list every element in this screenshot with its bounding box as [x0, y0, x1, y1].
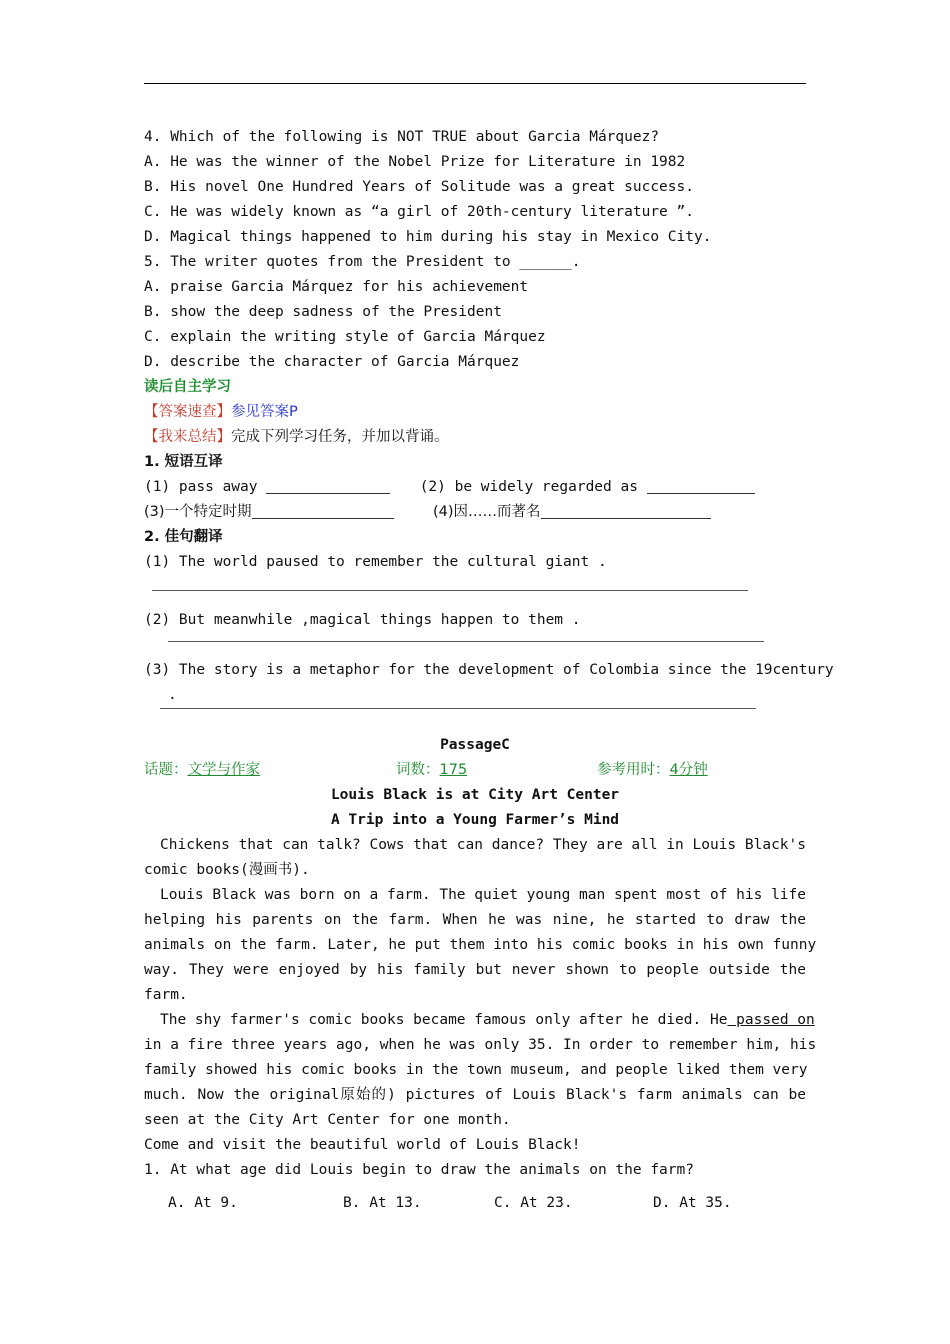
passage-question-1-option-d: D. At 35.: [653, 1195, 732, 1211]
sentence-3-continued: .: [168, 687, 177, 703]
phrase-4-label: (4)因……而著名: [433, 504, 541, 520]
passage-paragraph-2-line-5: farm.: [144, 987, 188, 1003]
question-5-option-a: A. praise Garcia Márquez for his achievement: [144, 279, 529, 295]
sentence-3: (3) The story is a metaphor for the development of Colombia since the 19century: [144, 662, 834, 678]
question-4-stem: 4. Which of the following is NOT TRUE about Garcia Márquez?: [144, 129, 660, 145]
sentence-1: (1) The world paused to remember the cultural giant .: [144, 554, 607, 570]
document-body: [144, 125, 834, 1216]
question-4-option-d: D. Magical things happened to him during his stay in Mexico City.: [144, 229, 712, 245]
passage-paragraph-1-line-1: Chickens that can talk? Cows that can dance? They are all in Louis Black's: [160, 837, 807, 853]
sentence-1-answer-line[interactable]: [152, 590, 748, 591]
reading-time: [597, 758, 708, 783]
sentence-2-answer-area: [144, 633, 806, 658]
summary-line: [144, 425, 806, 450]
reading-time-label: 参考用时：: [597, 762, 670, 778]
answer-lookup-tag: 【答案速查】: [144, 404, 231, 420]
phrase-1-label: (1) pass away: [144, 479, 258, 495]
passage-paragraph-3-line-1: [144, 1008, 815, 1033]
word-count-label: 词数：: [396, 762, 440, 778]
sentence-2-answer-line[interactable]: [168, 641, 764, 642]
passage-meta: [144, 758, 806, 783]
phrase-3-label: (3)一个特定时期: [144, 504, 252, 520]
question-5-stem: 5. The writer quotes from the President to ______.: [144, 254, 581, 270]
question-5-option-d: D. describe the character of Garcia Márquez: [144, 354, 520, 370]
phrase-2-label: (2) be widely regarded as: [419, 479, 638, 495]
paragraph-3-line-1-text: The shy farmer's comic books became famous only after he died. He: [160, 1012, 728, 1028]
summary-tag: 【我来总结】: [144, 429, 231, 445]
question-4-option-b: B. His novel One Hundred Years of Solitude was a great success.: [144, 179, 694, 195]
passage-heading-1: Louis Black is at City Art Center: [330, 787, 620, 803]
passage-title: PassageC: [440, 737, 510, 753]
passed-on-underlined: passed on: [727, 1012, 815, 1028]
passage-question-1-options: [144, 1191, 806, 1216]
passage-paragraph-2-line-4: way. They were enjoyed by his family but never shown to people outside the: [144, 962, 806, 978]
passage-question-1-option-b: B. At 13.: [343, 1195, 422, 1211]
topic-label: 话题：: [144, 762, 188, 778]
reading-time-value: 4分钟: [669, 762, 708, 778]
passage-paragraph-2-line-3: animals on the farm. Later, he put them into his comic books in his own funny: [144, 937, 817, 953]
question-4-option-a: A. He was the winner of the Nobel Prize for Literature in 1982: [144, 154, 686, 170]
passage-question-1-option-a: A. At 9.: [168, 1195, 238, 1211]
phrase-2-blank[interactable]: [647, 477, 755, 494]
phrase-row-2: [144, 500, 806, 525]
sentence-3-answer-area: [144, 708, 806, 733]
passage-paragraph-3-line-4: much. Now the original原始的) pictures of Louis Black's farm animals can be: [144, 1087, 806, 1103]
sentence-3-answer-line[interactable]: [160, 708, 756, 709]
passage-paragraph-3-line-3: family showed his comic books in the town museum, and people liked them very: [144, 1062, 808, 1078]
word-count: [396, 758, 467, 783]
topic-value: 文学与作家: [187, 762, 260, 778]
phrase-translation-heading: 1. 短语互译: [144, 454, 223, 470]
summary-text: 完成下列学习任务，并加以背诵。: [231, 429, 449, 445]
question-5-option-c: C. explain the writing style of Garcia Márquez: [144, 329, 546, 345]
sentence-translation-heading: 2. 佳句翻译: [144, 529, 223, 545]
passage-paragraph-1-line-2: comic books(漫画书).: [144, 862, 310, 878]
after-reading-heading: 读后自主学习: [144, 379, 231, 395]
answer-lookup-text: 参见答案P: [231, 404, 298, 420]
passage-closing: Come and visit the beautiful world of Louis Black!: [144, 1137, 581, 1153]
passage-paragraph-3-line-2: in a fire three years ago, when he was only 35. In order to remember him, his: [144, 1037, 817, 1053]
question-4-option-c: C. He was widely known as “a girl of 20th-century literature ”.: [144, 204, 694, 220]
passage-question-1-stem: 1. At what age did Louis begin to draw the animals on the farm?: [144, 1162, 694, 1178]
passage-paragraph-2-line-1: Louis Black was born on a farm. The quiet young man spent most of his life: [160, 887, 807, 903]
phrase-4-blank[interactable]: [541, 502, 711, 519]
phrase-1-blank[interactable]: [266, 477, 390, 494]
passage-paragraph-2-line-2: helping his parents on the farm. When he was nine, he started to draw the: [144, 912, 806, 928]
header-rule: [144, 83, 806, 84]
sentence-1-answer-area: [144, 575, 806, 608]
topic: [144, 758, 260, 783]
phrase-3-blank[interactable]: [252, 502, 394, 519]
passage-question-1-option-c: C. At 23.: [494, 1195, 573, 1211]
passage-heading-2: A Trip into a Young Farmer’s Mind: [330, 812, 620, 828]
sentence-2: (2) But meanwhile ,magical things happen to them .: [144, 612, 581, 628]
word-count-value: 175: [439, 762, 468, 778]
phrase-row-1: [144, 475, 806, 500]
passage-paragraph-3-line-5: seen at the City Art Center for one month.: [144, 1112, 511, 1128]
answer-lookup-line: [144, 400, 806, 425]
question-5-option-b: B. show the deep sadness of the President: [144, 304, 502, 320]
